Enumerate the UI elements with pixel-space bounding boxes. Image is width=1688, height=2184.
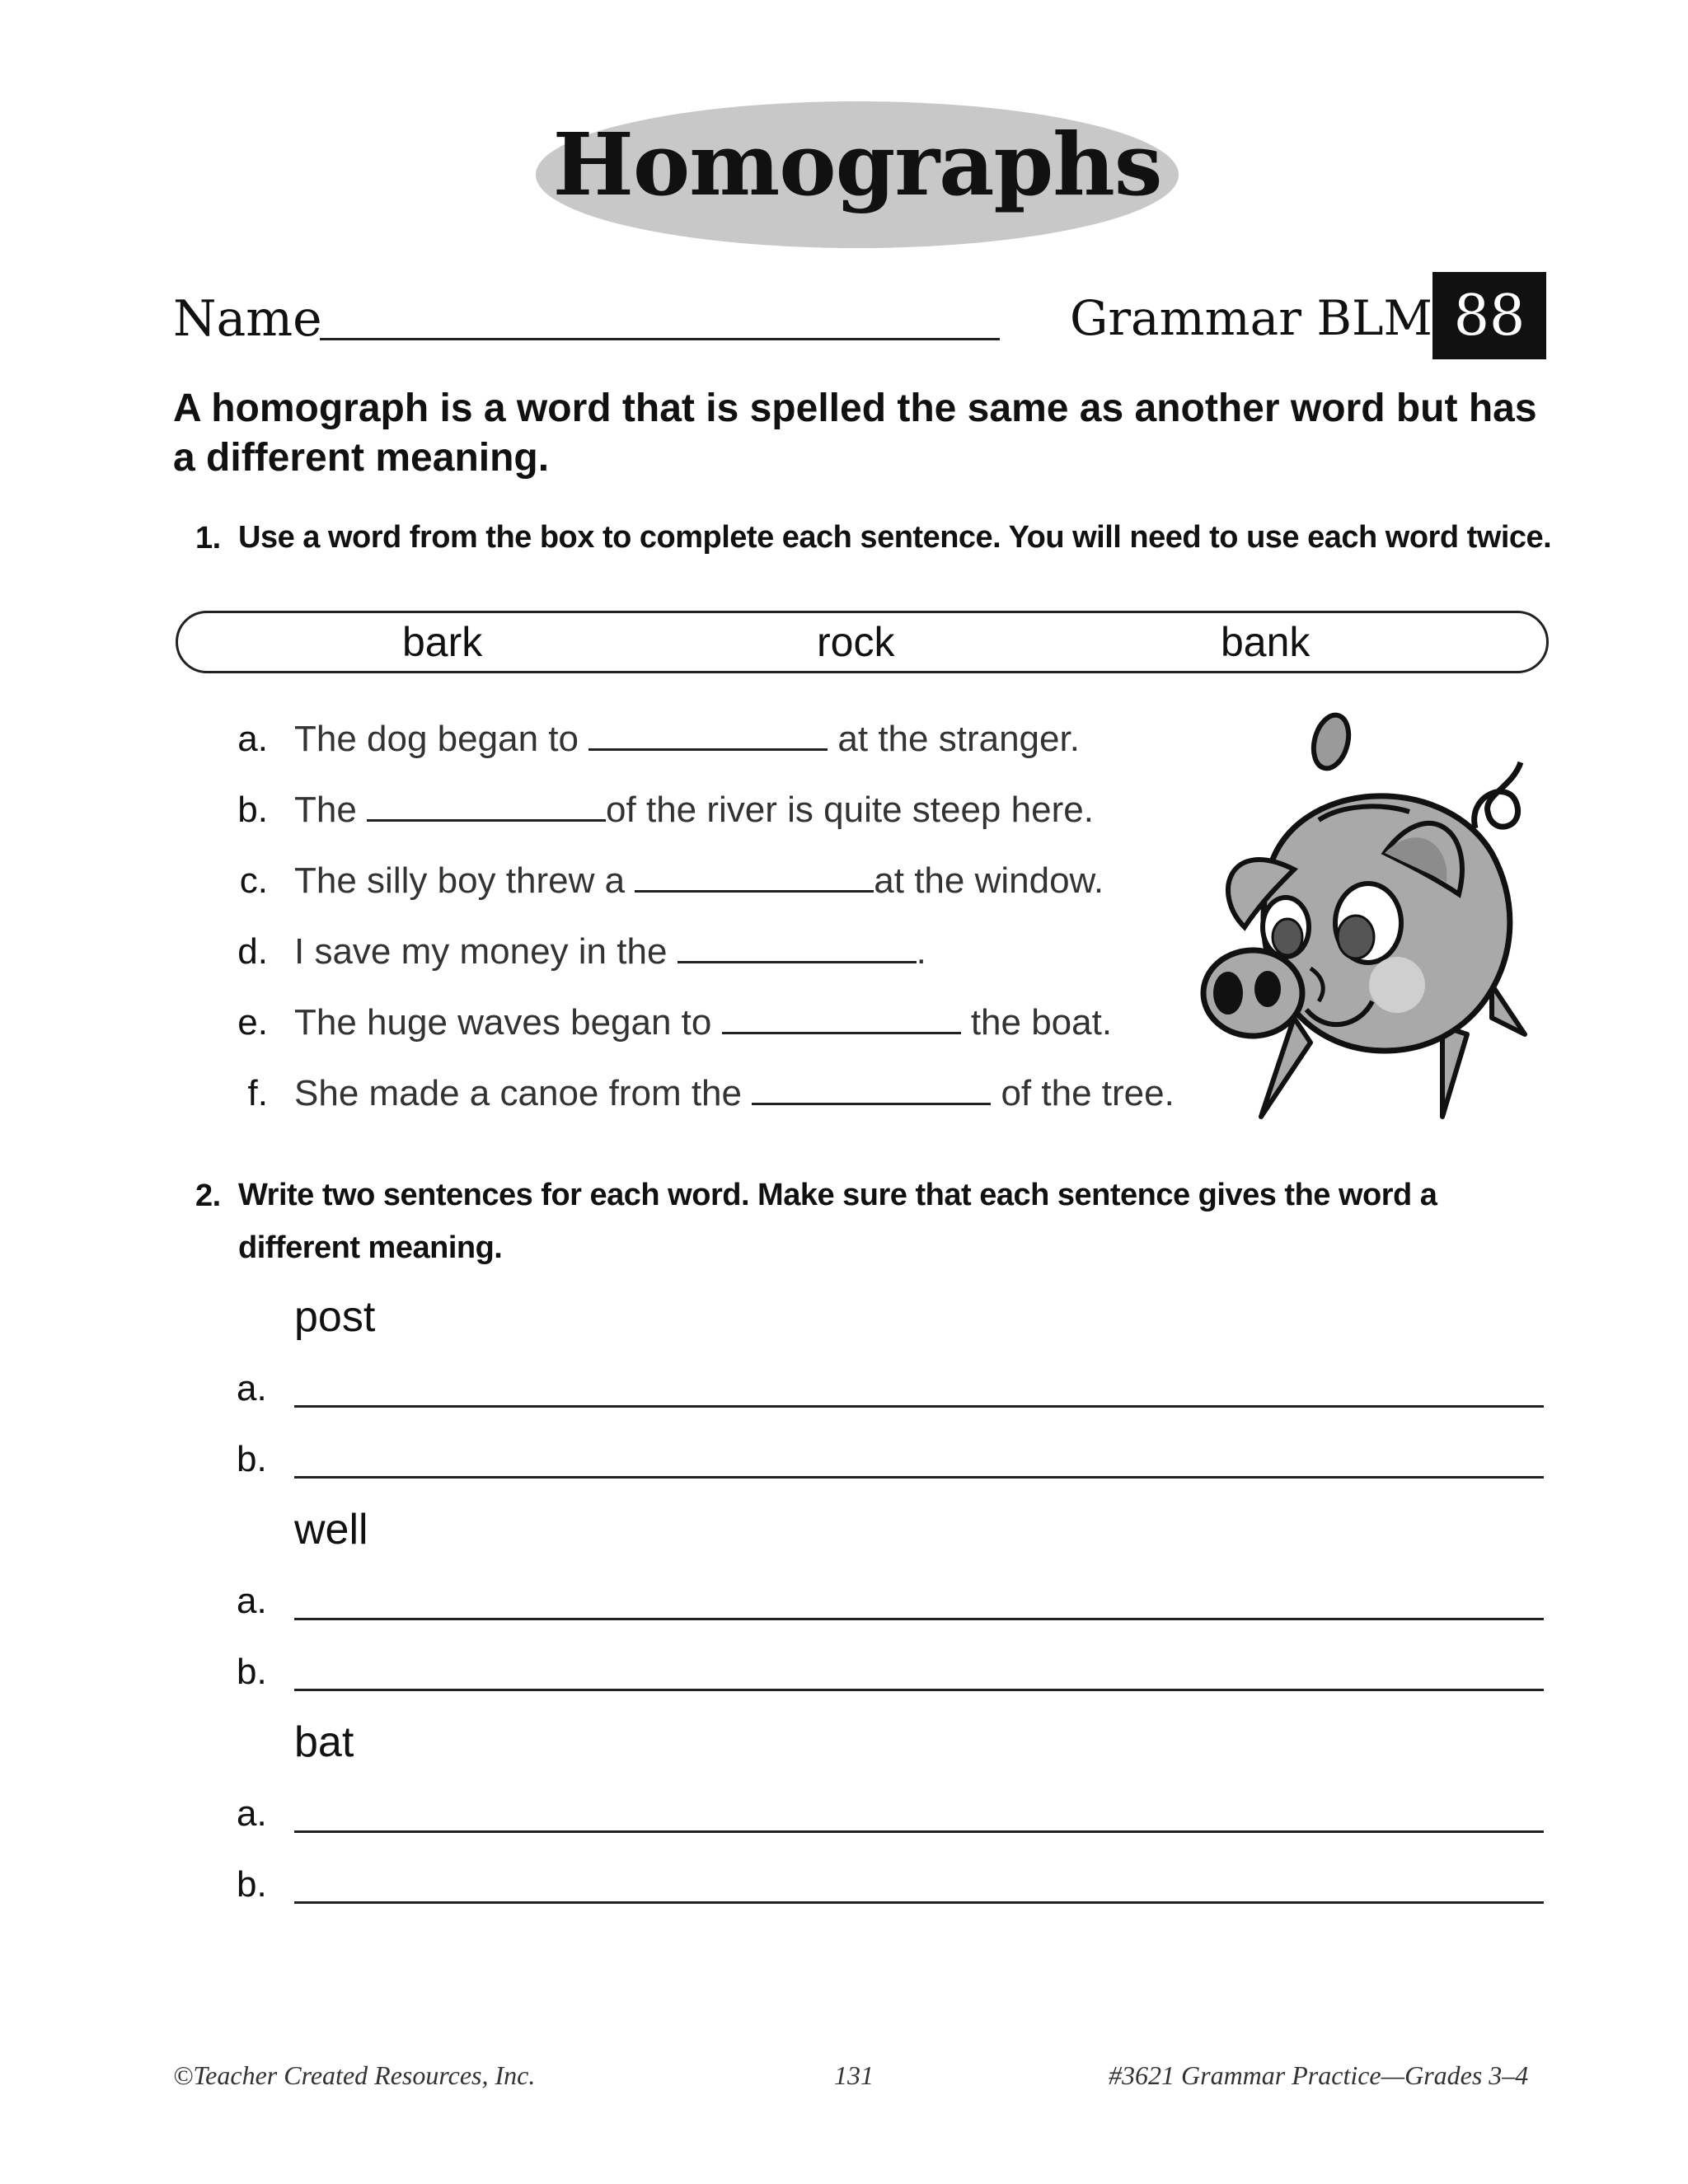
sentence-letter: d.: [237, 931, 268, 972]
line-letter: b.: [237, 1439, 267, 1479]
sentence: [294, 790, 1094, 831]
piggy-bank-icon: [1195, 705, 1541, 1133]
answer-blank[interactable]: [752, 1073, 991, 1105]
definition: A homograph is a word that is spelled the same as another word but has a different meaning.: [173, 387, 1537, 480]
blm-label: Grammar BLM: [1070, 290, 1432, 346]
line-letter: b.: [237, 1864, 267, 1905]
name-label: Name: [173, 290, 322, 348]
section1-instruction: [195, 521, 1564, 574]
box-word: bark: [402, 619, 483, 665]
sentence: [294, 1002, 1112, 1043]
answer-blank[interactable]: [367, 790, 606, 822]
sentence-letter: e.: [237, 1002, 268, 1043]
footer-publisher: ©Teacher Created Resources, Inc.: [173, 2060, 536, 2090]
sentence: [294, 860, 1104, 902]
section2-instruction-line: different meaning.: [238, 1230, 503, 1265]
sentence: [294, 1073, 1175, 1114]
sentence-after: the boat.: [960, 1002, 1113, 1043]
sentence-before: The dog began to: [294, 719, 589, 759]
writing-line[interactable]: [294, 1830, 1544, 1833]
word-box: [176, 611, 1549, 673]
writing-line[interactable]: [294, 1901, 1544, 1904]
word-heading: bat: [294, 1718, 354, 1766]
writing-line[interactable]: [294, 1618, 1544, 1620]
footer-page-number: 131: [834, 2060, 874, 2090]
word-heading: well: [294, 1506, 368, 1554]
section2-instruction: [195, 1179, 1564, 1286]
line-letter: b.: [237, 1652, 267, 1692]
blm-number-badge: 88: [1432, 272, 1546, 359]
section1-number: 1.: [195, 521, 221, 555]
section2-number: 2.: [195, 1179, 221, 1213]
sentence-letter: a.: [237, 719, 268, 759]
line-letter: a.: [237, 1793, 267, 1834]
footer-book-title: #3621 Grammar Practice—Grades 3–4: [1109, 2060, 1529, 2090]
line-letter: a.: [237, 1368, 267, 1408]
writing-line[interactable]: [294, 1689, 1544, 1691]
sentence: [294, 719, 1080, 760]
sentence-letter: c.: [239, 860, 268, 901]
writing-line[interactable]: [294, 1476, 1544, 1479]
answer-blank[interactable]: [588, 719, 828, 751]
line-letter: a.: [237, 1581, 267, 1621]
name-field[interactable]: [320, 338, 1000, 340]
word-heading: post: [294, 1293, 376, 1341]
sentence-after: at the stranger.: [828, 719, 1080, 759]
sentence-after: .: [916, 931, 926, 972]
sentence-before: The: [294, 790, 368, 830]
sentence-before: The huge waves began to: [294, 1002, 722, 1043]
answer-blank[interactable]: [635, 860, 874, 893]
sentence-before: The silly boy threw a: [294, 860, 635, 901]
sentence-after: of the tree.: [991, 1073, 1175, 1113]
sentence-after: at the window.: [874, 860, 1104, 901]
sentence-letter: b.: [237, 790, 268, 830]
box-word: rock: [817, 619, 895, 665]
answer-blank[interactable]: [678, 931, 917, 963]
sentence-before: I save my money in the: [294, 931, 678, 972]
sentence-after: of the river is quite steep here.: [606, 790, 1094, 830]
answer-blank[interactable]: [722, 1002, 961, 1034]
section1-instruction-text: Use a word from the box to complete each sentence. You will need to use each word twice.: [238, 520, 1552, 555]
section2-instruction-line: Write two sentences for each word. Make sure that each sentence gives the word a: [238, 1178, 1437, 1212]
writing-line[interactable]: [294, 1405, 1544, 1408]
page-title: Homographs: [552, 114, 1162, 215]
box-word: bank: [1221, 619, 1311, 665]
sentence-before: She made a canoe from the: [294, 1073, 753, 1113]
sentence: [294, 931, 926, 972]
sentence-letter: f.: [247, 1073, 268, 1113]
